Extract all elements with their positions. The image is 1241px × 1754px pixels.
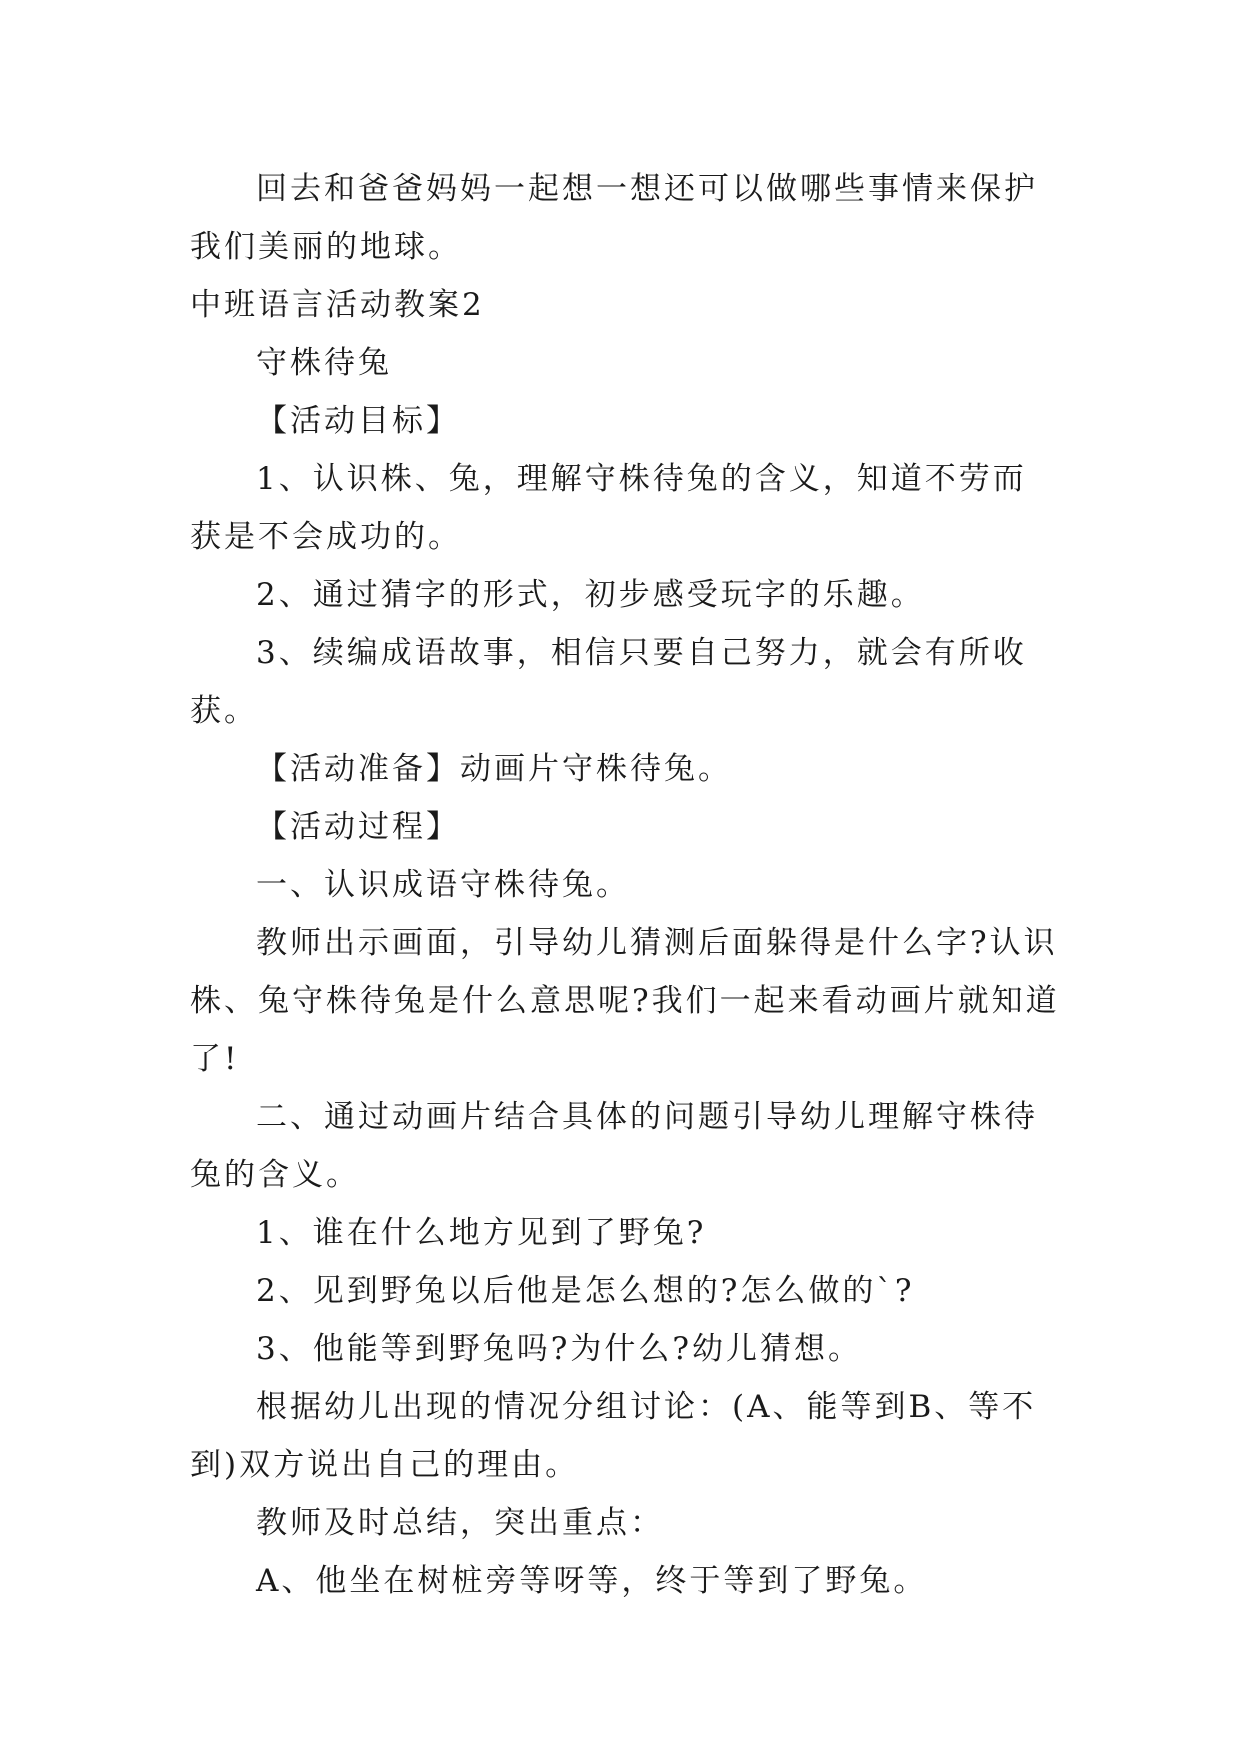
question-2: 2、见到野兔以后他是怎么想的?怎么做的`? (256, 1273, 915, 1309)
teacher-summary: 教师及时总结，突出重点： (256, 1505, 664, 1541)
process-heading: 【活动过程】 (256, 809, 460, 845)
paragraph-closing-advice: 回去和爸爸妈妈一起想一想还可以做哪些事情来保护我们美丽的地球。 (190, 171, 1038, 265)
goals-heading: 【活动目标】 (256, 403, 460, 439)
summary-point-a: A、他坐在树桩旁等呀等，终于等到了野兔。 (256, 1563, 928, 1599)
lesson-title: 守株待兔 (256, 345, 392, 381)
group-discussion: 根据幼儿出现的情况分组讨论：(A、能等到B、等不到)双方说出自己的理由。 (190, 1389, 1037, 1483)
question-3: 3、他能等到野兔吗?为什么?幼儿猜想。 (256, 1331, 862, 1367)
process-step-2: 二、通过动画片结合具体的问题引导幼儿理解守株待兔的含义。 (190, 1099, 1038, 1193)
process-step-1: 一、认识成语守株待兔。 (256, 867, 630, 903)
question-1: 1、谁在什么地方见到了野兔? (256, 1215, 707, 1251)
goal-item-2: 2、通过猜字的形式，初步感受玩字的乐趣。 (256, 577, 925, 613)
goal-item-1: 1、认识株、兔，理解守株待兔的含义，知道不劳而获是不会成功的。 (190, 461, 1027, 555)
preparation-line: 【活动准备】动画片守株待兔。 (256, 751, 732, 787)
document-body (190, 160, 1060, 1610)
goal-item-3: 3、续编成语故事，相信只要自己努力，就会有所收获。 (190, 635, 1027, 729)
process-step-1-detail: 教师出示画面，引导幼儿猜测后面躲得是什么字?认识株、兔守株待兔是什么意思呢?我们一起来看动画片就知道了! (190, 925, 1060, 1077)
section-heading: 中班语言活动教案2 (190, 287, 485, 323)
